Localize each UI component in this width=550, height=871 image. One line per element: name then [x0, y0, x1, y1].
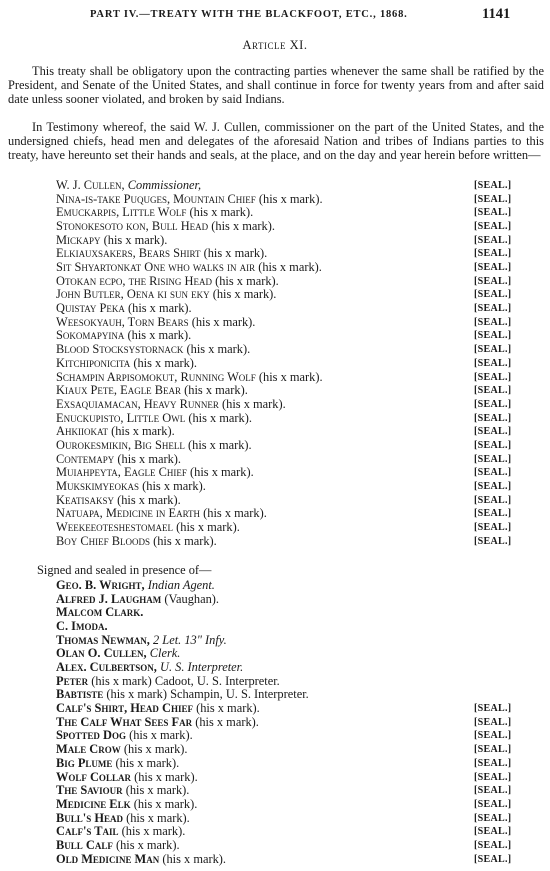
witness-name: Alex. Culbertson, — [56, 660, 157, 675]
signatory-mark: Commissioner, — [127, 178, 202, 192]
signatory-mark: (his x mark). — [184, 383, 248, 398]
seal-mark: [SEAL.] — [474, 508, 512, 520]
final-signatory-row — [56, 812, 190, 826]
seal-mark: [SEAL.] — [474, 480, 512, 492]
signatory-mark: (his x mark). — [258, 260, 322, 275]
witness-mark: 2 Let. 13" Infy. — [153, 632, 227, 647]
final-signatory-name: Wolf Collar — [56, 769, 131, 784]
witness-row — [56, 661, 243, 675]
signatory-name: Elkiauxsakers, Bears Shirt — [56, 246, 201, 261]
seal-mark: [SEAL.] — [474, 771, 512, 783]
signatory-row — [56, 302, 192, 316]
signatory-name: Ourokesmikin, Big Shell — [56, 437, 185, 452]
witness-mark: (Vaughan). — [164, 591, 220, 606]
seal-mark: [SEAL.] — [474, 207, 512, 219]
signatory-mark: (his x mark). — [203, 506, 267, 521]
signatory-mark: (his x mark). — [203, 246, 268, 261]
signatory-row — [56, 220, 275, 234]
article-heading: Article XI. — [242, 38, 308, 52]
witness-mark: (his x mark) Cadoot, U. S. Interpreter. — [91, 673, 280, 688]
signatory-mark: (his x mark). — [211, 219, 275, 234]
witness-name: Peter — [56, 673, 89, 688]
signatory-mark: (his x mark). — [186, 342, 251, 357]
seal-mark: [SEAL.] — [474, 535, 512, 547]
signatory-name: Kiaux Pete, Eagle Bear — [56, 383, 182, 398]
seal-mark: [SEAL.] — [474, 730, 512, 742]
final-signatory-mark: (his x mark). — [123, 742, 188, 757]
final-signatory-row — [56, 825, 185, 839]
witness-mark: Indian Agent. — [147, 578, 215, 592]
signatory-mark: (his x mark). — [188, 410, 252, 425]
seal-mark: [SEAL.] — [474, 303, 512, 315]
signatory-row — [56, 329, 191, 343]
signatory-name: Sokomapyina — [56, 328, 125, 343]
seal-mark: [SEAL.] — [474, 716, 512, 728]
final-signatory-row — [56, 743, 188, 757]
witness-name: C. Imoda. — [56, 619, 108, 634]
witness-mark: U. S. Interpreter. — [160, 660, 244, 675]
final-signatory-name: The Saviour — [56, 783, 123, 798]
signatory-name: Sit Shyartonkat One who walks in air — [56, 260, 256, 275]
witness-row — [56, 675, 280, 689]
final-signatory-row — [56, 853, 226, 867]
final-signatory-row — [56, 757, 179, 771]
seal-mark: [SEAL.] — [474, 398, 512, 410]
witness-row — [56, 688, 309, 702]
witness-name: Thomas Newman, — [56, 632, 150, 647]
witness-name: Malcom Clark. — [56, 605, 144, 620]
signatory-mark: (his x mark). — [222, 396, 286, 411]
signatory-name: Muiahpeyta, Eagle Chief — [56, 465, 187, 480]
signatory-mark: (his x mark). — [128, 301, 192, 316]
seal-mark: [SEAL.] — [474, 248, 512, 260]
witness-row — [56, 593, 219, 607]
signatory-row — [56, 412, 252, 426]
seal-mark: [SEAL.] — [474, 703, 512, 715]
final-signatory-row — [56, 702, 260, 716]
signatory-mark: (his x mark). — [117, 451, 182, 466]
seal-mark: [SEAL.] — [474, 371, 512, 383]
signatory-name: Weesokyauh, Torn Bears — [56, 314, 189, 329]
signatory-mark: (his x mark). — [127, 328, 192, 343]
signatory-name: Mukskimyeokas — [56, 478, 140, 493]
seal-mark: [SEAL.] — [474, 826, 512, 838]
signatory-row — [56, 398, 286, 412]
seal-mark: [SEAL.] — [474, 467, 512, 479]
seal-mark: [SEAL.] — [474, 839, 512, 851]
final-signatory-mark: (his x mark). — [134, 769, 198, 784]
seal-mark: [SEAL.] — [474, 262, 512, 274]
final-signatory-row — [56, 771, 198, 785]
seal-mark: [SEAL.] — [474, 785, 512, 797]
signatory-name: John Butler, Oena ki sun eky — [56, 287, 210, 302]
witness-name: Babtiste — [56, 687, 104, 702]
witness-row — [56, 579, 215, 593]
final-signatory-mark: (his x mark). — [121, 824, 186, 839]
signatory-row — [56, 371, 323, 385]
seal-mark: [SEAL.] — [474, 744, 512, 756]
final-signatory-row — [56, 729, 193, 743]
signatory-name: Keatisaksy — [56, 492, 114, 507]
signatory-name: W. J. Cullen, — [56, 178, 125, 192]
signatory-mark: (his x mark). — [212, 287, 277, 302]
seal-mark: [SEAL.] — [474, 439, 512, 451]
signatory-row — [56, 275, 279, 289]
witness-name: Olan O. Cullen, — [56, 646, 147, 661]
final-signatory-mark: (his x mark). — [129, 728, 193, 743]
seal-mark: [SEAL.] — [474, 412, 512, 424]
signatory-row — [56, 343, 250, 357]
signatory-row — [56, 234, 167, 248]
seal-mark: [SEAL.] — [474, 180, 512, 191]
final-signatory-name: Male Crow — [56, 742, 121, 757]
witness-row — [56, 620, 108, 634]
witness-name: Geo. B. Wright, — [56, 578, 145, 592]
witness-name: Alfred J. Laugham — [56, 591, 162, 606]
seal-mark: [SEAL.] — [474, 275, 512, 287]
signatory-row — [56, 193, 323, 207]
signatory-name: Mickapy — [56, 232, 101, 247]
final-signatory-mark: (his x mark). — [126, 810, 190, 825]
final-signatory-name: The Calf What Sees Far — [56, 714, 193, 729]
signatory-mark: (his x mark). — [103, 232, 168, 247]
seal-mark: [SEAL.] — [474, 812, 512, 824]
witness-mark: Clerk. — [149, 646, 181, 661]
final-signatory-row — [56, 839, 180, 853]
signatory-name: Quistay Peka — [56, 301, 125, 316]
seal-mark: [SEAL.] — [474, 798, 512, 810]
signatory-mark: (his x mark). — [258, 191, 323, 206]
seal-mark: [SEAL.] — [474, 853, 512, 865]
seal-mark: [SEAL.] — [474, 316, 512, 328]
seal-mark: [SEAL.] — [474, 494, 512, 506]
signatory-mark: (his x mark). — [258, 369, 323, 384]
final-signatory-row — [56, 716, 259, 730]
final-signatory-name: Spotted Dog — [56, 728, 126, 743]
seal-mark: [SEAL.] — [474, 193, 512, 205]
signatory-mark: (his x mark). — [189, 205, 254, 220]
seal-mark: [SEAL.] — [474, 221, 512, 233]
signatory-name: Blood Stocksystornack — [56, 342, 184, 357]
seal-mark: [SEAL.] — [474, 234, 512, 246]
signatory-mark: (his x mark). — [117, 492, 181, 507]
signatory-name: Nina-is-take Puquges, Mountain Chief — [56, 191, 256, 206]
signatory-name: Contemapy — [56, 451, 115, 466]
final-signatory-name: Bull Calf — [56, 837, 113, 852]
seal-mark: [SEAL.] — [474, 453, 512, 465]
signatory-row — [56, 261, 322, 275]
signatory-name: Natuapa, Medicine in Earth — [56, 506, 201, 521]
seal-mark: [SEAL.] — [474, 522, 512, 533]
witness-row — [56, 634, 227, 648]
final-signatory-mark: (his x mark). — [115, 837, 180, 852]
signatory-mark: (his x mark). — [111, 424, 175, 439]
seal-mark: [SEAL.] — [474, 385, 512, 397]
final-signatory-name: Old Medicine Man — [56, 851, 160, 866]
signatory-name: Kitchiponicita — [56, 355, 131, 370]
final-signatory-name: Big Plume — [56, 755, 113, 770]
signatory-name: Emuckarpis, Little Wolf — [56, 205, 187, 220]
signatory-name: Schampin Arpisomokut, Running Wolf — [56, 369, 256, 384]
seal-mark: [SEAL.] — [474, 357, 512, 369]
signatory-row — [56, 507, 267, 521]
paragraph-testimony: In Testimony whereof, the said W. J. Cullen, commissioner on the part of the United States, and the undersigned chiefs, head men and delegates of the aforesaid Nation and tribes of Indians parties to this treaty, have hereunto set their hands and seals, at the place, and on the day and year herein before written— — [8, 120, 544, 162]
final-signatory-mark: (his x mark). — [115, 755, 180, 770]
seal-mark: [SEAL.] — [474, 289, 512, 301]
seal-mark: [SEAL.] — [474, 426, 512, 438]
signatory-row — [56, 535, 217, 549]
signatory-row — [56, 206, 253, 220]
signatory-row — [56, 425, 175, 439]
final-signatory-mark: (his x mark). — [195, 714, 259, 729]
running-head-title: PART IV.—TREATY WITH THE BLACKFOOT, ETC., 1868. — [90, 9, 408, 20]
witness-heading: Signed and sealed in presence of— — [37, 563, 212, 577]
witness-row — [56, 647, 180, 661]
witness-row — [56, 606, 143, 620]
signatory-row — [56, 357, 197, 371]
signatory-mark: (his x mark). — [188, 437, 252, 452]
signatory-name: Weekeeoteshestomael — [56, 520, 174, 534]
page-number: 1141 — [482, 6, 511, 22]
signatory-name: Boy Chief Bloods — [56, 533, 150, 548]
final-signatory-mark: (his x mark). — [196, 701, 260, 716]
final-signatory-name: Bull's Head — [56, 810, 123, 825]
signatory-row — [56, 466, 254, 480]
signatory-row — [56, 247, 267, 261]
signatory-row — [56, 179, 201, 193]
signatory-name: Ahkiiokat — [56, 424, 108, 439]
signatory-mark: (his x mark). — [133, 355, 198, 370]
seal-mark: [SEAL.] — [474, 344, 512, 356]
signatory-row — [56, 480, 206, 494]
signatory-mark: (his x mark). — [153, 533, 217, 548]
signatory-row — [56, 384, 248, 398]
final-signatory-row — [56, 784, 189, 798]
final-signatory-row — [56, 798, 197, 812]
seal-mark: [SEAL.] — [474, 757, 512, 769]
final-signatory-mark: (his x mark). — [162, 851, 227, 866]
signatory-row — [56, 494, 181, 508]
signatory-mark: (his x mark). — [142, 478, 206, 493]
signatory-name: Stonokesoto kon, Bull Head — [56, 219, 209, 234]
signatory-name: Otokan ecpo, the Rising Head — [56, 273, 212, 288]
signatory-row — [56, 439, 252, 453]
signatory-mark: (his x mark). — [215, 273, 279, 288]
signatory-name: Enuckupisto, Little Owl — [56, 410, 186, 425]
signatory-row — [56, 521, 240, 535]
signatory-mark: (his x mark). — [190, 465, 254, 480]
signatory-row — [56, 453, 181, 467]
signatory-name: Exsaquiamacan, Heavy Runner — [56, 396, 219, 411]
paragraph-ratification: This treaty shall be obligatory upon the contracting parties whenever the same shall be ratified by the President, and Senate of the United States, and shall continue in force for twenty years from and after said date unless sooner violated, and broken by said Indians. — [8, 64, 544, 106]
final-signatory-name: Medicine Elk — [56, 796, 131, 811]
signatory-mark: (his x mark). — [176, 520, 240, 534]
final-signatory-name: Calf's Shirt, Head Chief — [56, 701, 193, 716]
final-signatory-mark: (his x mark). — [125, 783, 190, 798]
witness-mark: (his x mark) Schampin, U. S. Interpreter. — [106, 687, 309, 702]
signatory-mark: (his x mark). — [191, 314, 256, 329]
final-signatory-mark: (his x mark). — [133, 796, 198, 811]
final-signatory-name: Calf's Tail — [56, 824, 119, 839]
signatory-row — [56, 288, 276, 302]
seal-mark: [SEAL.] — [474, 330, 512, 342]
signatory-row — [56, 316, 255, 330]
running-head — [0, 6, 550, 26]
